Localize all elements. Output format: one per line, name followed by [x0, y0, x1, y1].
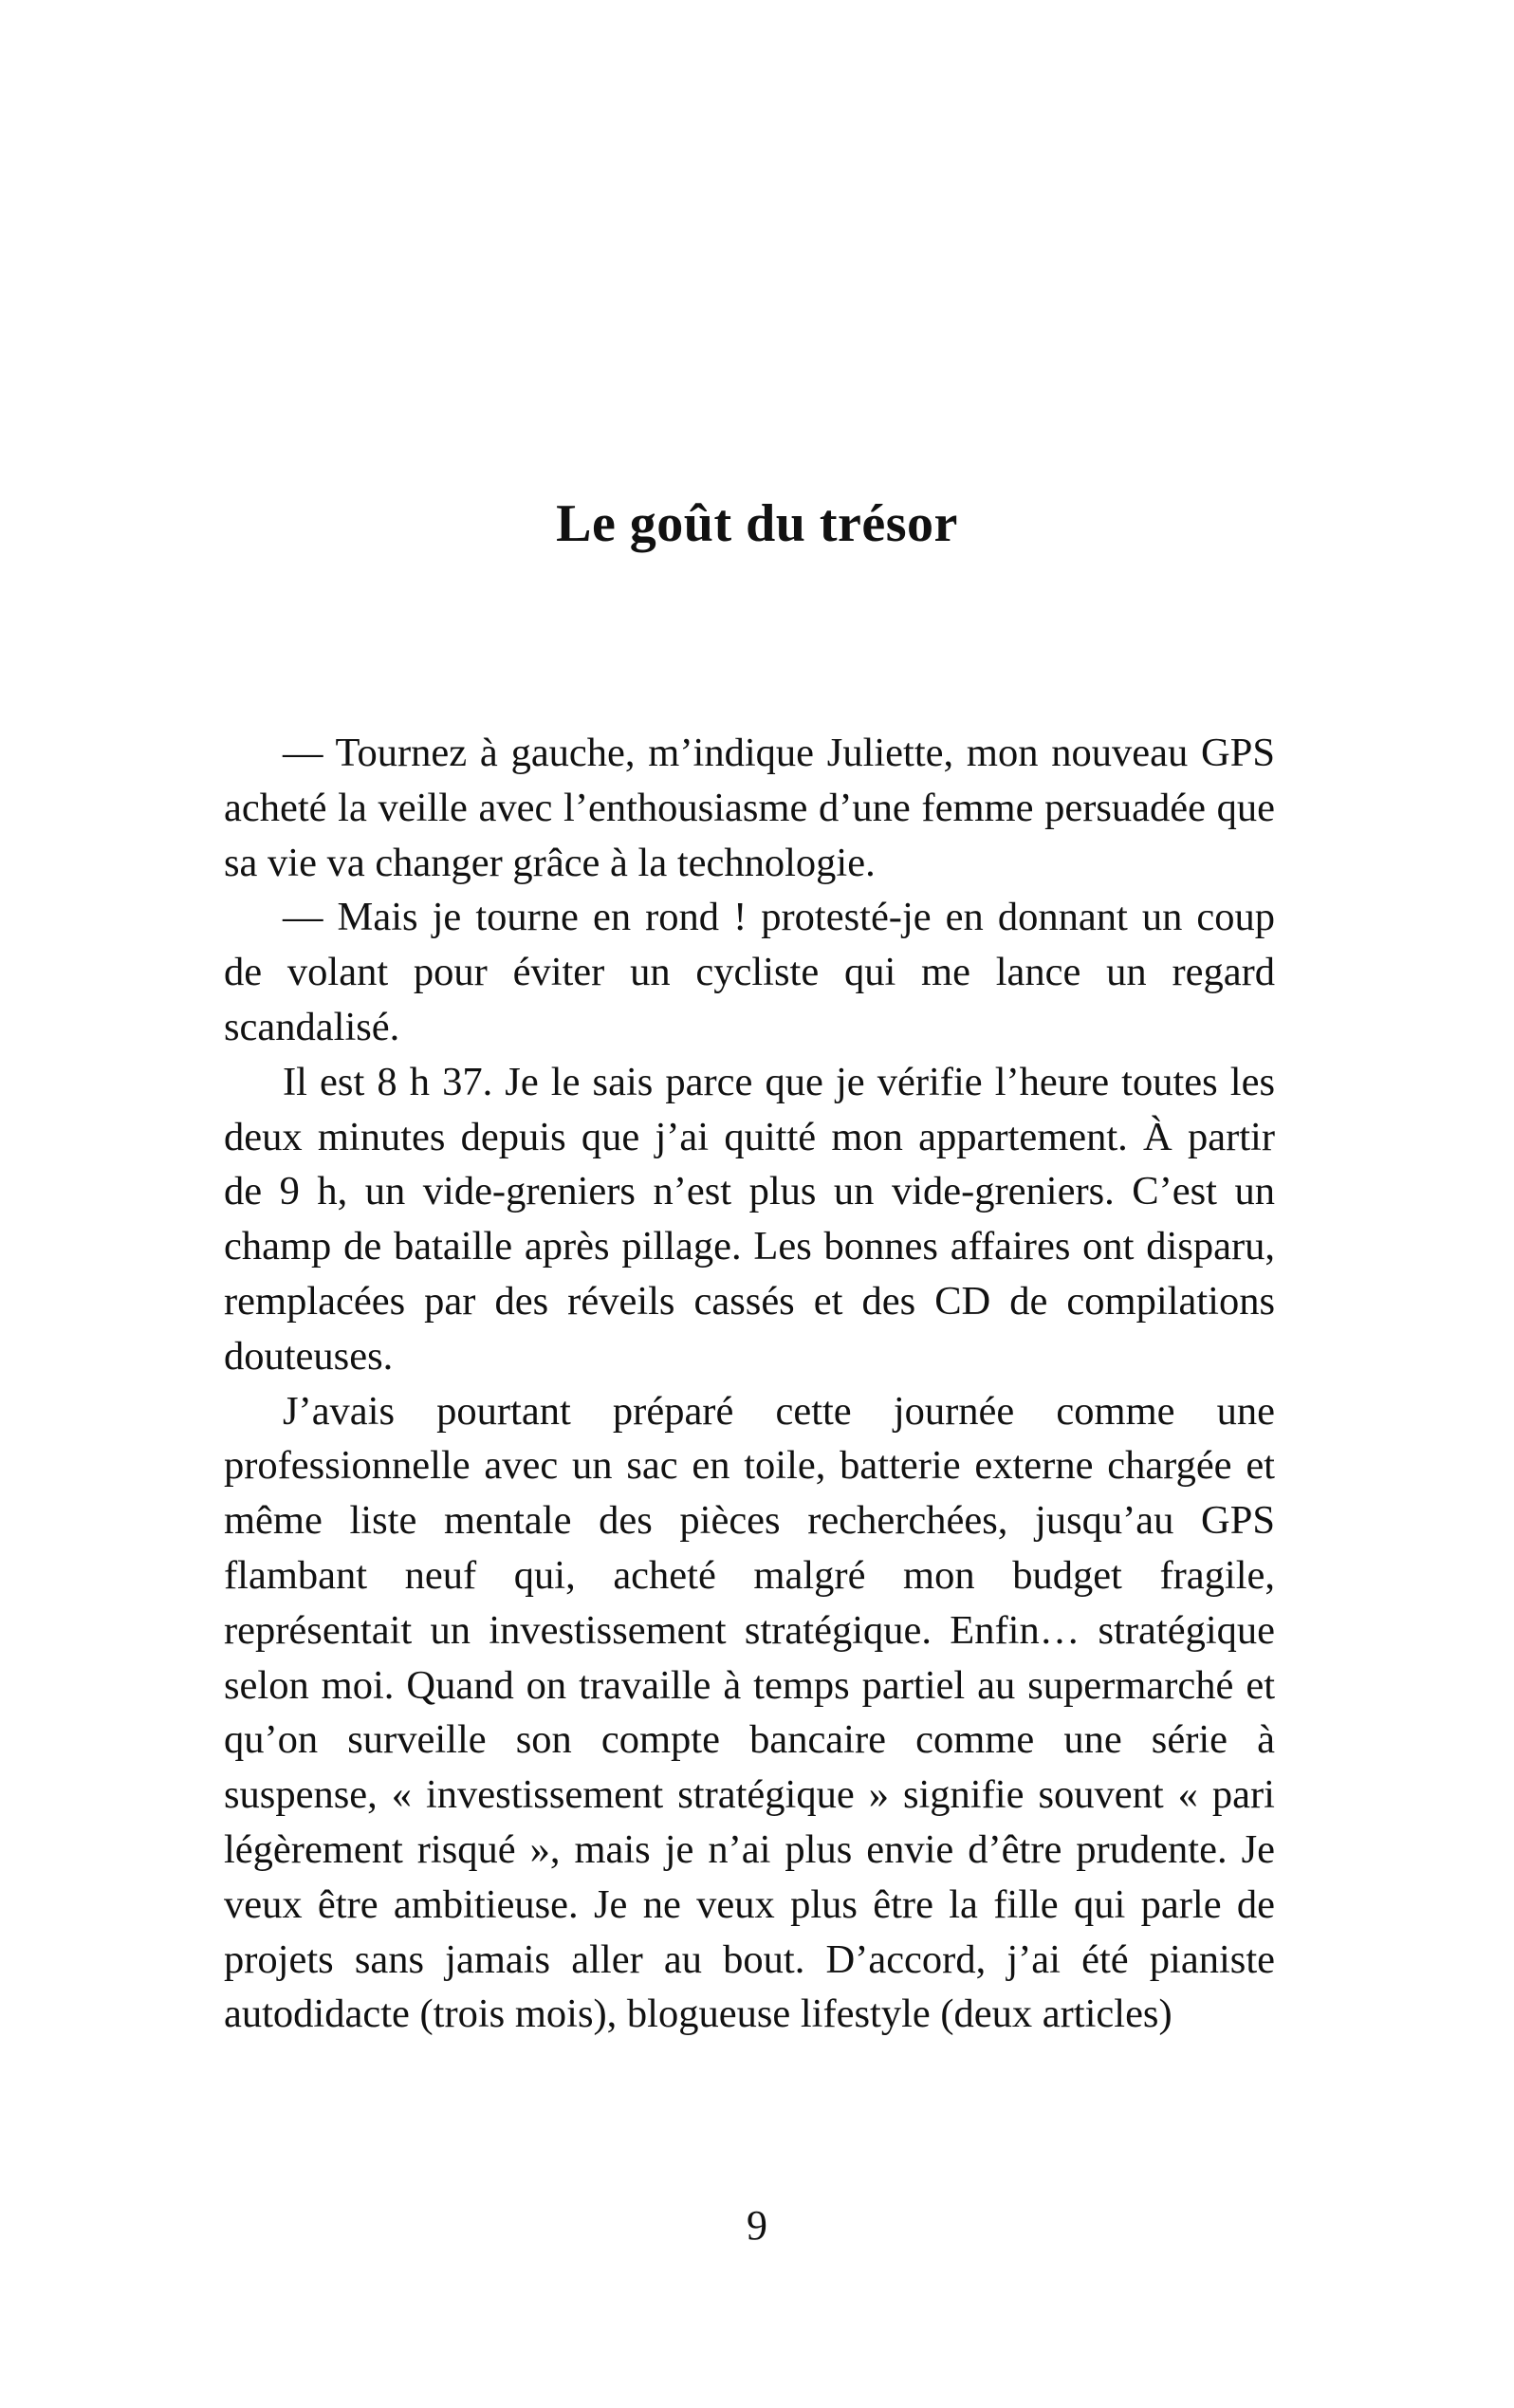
chapter-body	[224, 726, 1275, 2042]
paragraph: Il est 8 h 37. Je le sais parce que je vérifie l’heure toutes les deux minutes depuis que j’ai quitté mon appartement. À partir de 9 h, un vide-greniers n’est plus un vide-greniers. C’est un champ de bataille après pillage. Les bonnes affaires ont disparu, remplacées par des réveils cassés et des CD de compilations douteuses.	[224, 1059, 1275, 1379]
chapter-title: Le goût du trésor	[556, 494, 958, 553]
paragraph: — Mais je tourne en rond ! protesté-je en donnant un coup de volant pour éviter un cycliste qui me lance un regard scandalisé.	[224, 895, 1275, 1049]
page-number: 9	[747, 2202, 767, 2249]
paragraph: J’avais pourtant préparé cette journée comme une professionnelle avec un sac en toile, batterie externe chargée et même liste mentale des pièces recherchées, jusqu’au GPS flambant neuf qui, acheté malgré mon budget fragile, représentait un investissement stratégique. Enfin… stratégique selon moi. Quand on travaille à temps partiel au supermarché et qu’on surveille son compte bancaire comme une série à suspense, « investissement stratégique » signifie souvent « pari légèrement risqué », mais je n’ai plus envie d’être prudente. Je veux être ambitieuse. Je ne veux plus être la fille qui parle de projets sans jamais aller au bout. D’accord, j’ai été pianiste autodidacte (trois mois), blogueuse lifestyle (deux articles)	[224, 1388, 1275, 2037]
paragraph: — Tournez à gauche, m’indique Juliette, mon nouveau GPS acheté la veille avec l’enthousiasme d’une femme persuadée que sa vie va changer grâce à la technologie.	[224, 731, 1275, 885]
